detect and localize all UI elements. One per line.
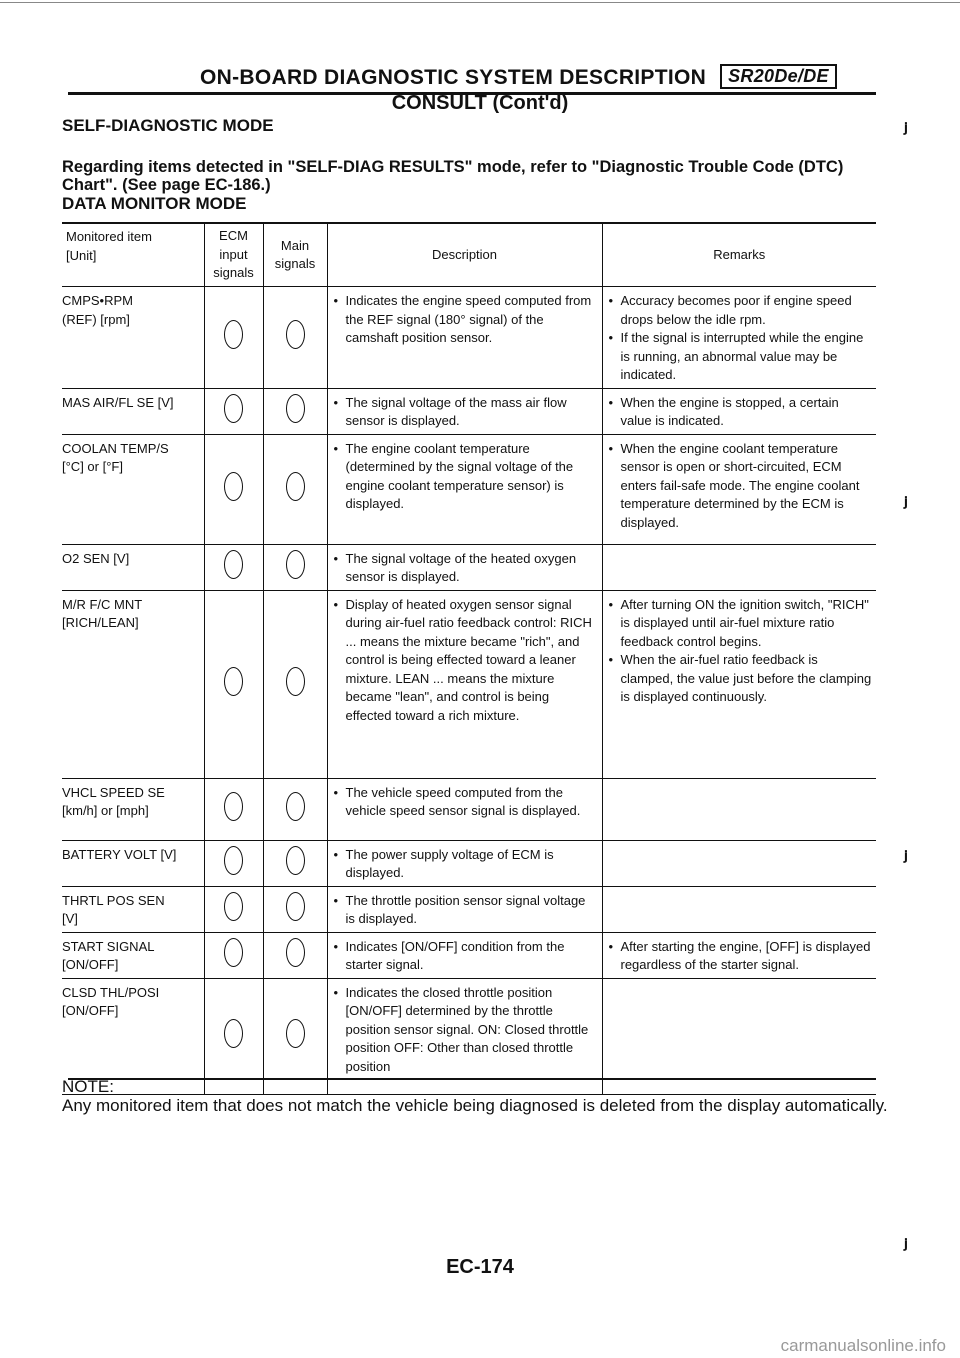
margin-tick-mark: ⱼ	[904, 1228, 908, 1253]
description-bullet: • Indicates [ON/OFF] condition from the starter signal.	[332, 938, 598, 975]
main-signal-cell	[263, 932, 327, 978]
description-bullet: • The signal voltage of the mass air flow sensor is displayed.	[332, 394, 598, 431]
table-header-row	[62, 223, 876, 287]
main-signal-cell	[263, 544, 327, 590]
ecm-input-cell	[204, 434, 263, 544]
remarks-cell	[602, 434, 876, 544]
ecm-input-cell	[204, 590, 263, 778]
monitored-item-cell	[62, 544, 204, 590]
main-signal-cell	[263, 287, 327, 389]
monitored-item-unit: [km/h] or [mph]	[62, 803, 149, 818]
monitored-item-unit: [V]	[62, 911, 78, 926]
monitored-item-name: THRTL POS SEN	[62, 892, 165, 908]
description-bullet: • The engine coolant temperature (determined by the signal voltage of the engine coolant temperature sensor) is displayed.	[332, 440, 598, 514]
table-bottom-rule	[68, 1078, 876, 1080]
monitored-item-name: BATTERY VOLT [V]	[62, 846, 177, 862]
monitored-item-name: START SIGNAL	[62, 938, 155, 954]
monitored-item-cell	[62, 287, 204, 389]
circle-mark-icon	[224, 320, 243, 349]
monitored-item-cell	[62, 778, 204, 840]
monitored-item-cell	[62, 886, 204, 932]
remarks-cell	[602, 388, 876, 434]
description-cell	[327, 840, 602, 886]
circle-mark-icon	[224, 1019, 243, 1048]
remarks-cell	[602, 978, 876, 1094]
remark-bullet: • When the engine is stopped, a certain value is indicated.	[607, 394, 873, 431]
remarks-cell	[602, 590, 876, 778]
circle-mark-icon	[286, 938, 305, 967]
circle-mark-icon	[224, 892, 243, 921]
data-monitor-table	[62, 222, 876, 1095]
main-signal-cell	[263, 388, 327, 434]
remark-bullet: • After turning ON the ignition switch, "RICH" is displayed until air-fuel mixture ratio feedback control begins.	[607, 596, 873, 652]
monitored-item-unit: [ON/OFF]	[62, 1003, 119, 1018]
monitored-item-unit: [RICH/LEAN]	[62, 615, 139, 630]
monitored-item-unit: [ON/OFF]	[62, 957, 119, 972]
data-monitor-heading: DATA MONITOR MODE	[62, 194, 247, 213]
monitored-item-cell	[62, 932, 204, 978]
col-main-signals: Main signals	[263, 223, 327, 287]
monitored-item-name: VHCL SPEED SE	[62, 784, 165, 800]
table-row	[62, 544, 876, 590]
circle-mark-icon	[224, 792, 243, 821]
note-label: NOTE:	[62, 1077, 114, 1096]
note-text: Any monitored item that does not match the vehicle being diagnosed is deleted from the display automatically.	[62, 1096, 888, 1115]
monitored-item-name: O2 SEN [V]	[62, 550, 130, 566]
self-diag-text: Regarding items detected in "SELF-DIAG RESULTS" mode, refer to "Diagnostic Trouble Code (DTC) Chart". (See page EC-186.)	[62, 158, 844, 194]
description-cell	[327, 932, 602, 978]
engine-badge: SR20De/DE	[720, 64, 837, 89]
description-bullet: • The signal voltage of the heated oxygen sensor is displayed.	[332, 550, 598, 587]
self-diag-heading: SELF-DIAGNOSTIC MODE	[62, 116, 274, 135]
description-cell	[327, 590, 602, 778]
monitored-item-name: M/R F/C MNT	[62, 596, 143, 612]
main-signal-cell	[263, 778, 327, 840]
monitored-item-unit: [°C] or [°F]	[62, 459, 123, 474]
remarks-cell	[602, 840, 876, 886]
monitored-item-name: CLSD THL/POSI	[62, 984, 160, 1000]
col-description: Description	[327, 223, 602, 287]
description-bullet: • Indicates the engine speed computed from the REF signal (180° signal) of the camshaft position sensor.	[332, 292, 598, 348]
monitored-item-cell	[62, 590, 204, 778]
circle-mark-icon	[224, 394, 243, 423]
monitored-item-cell	[62, 840, 204, 886]
description-bullet: • Indicates the closed throttle position [ON/OFF] determined by the throttle position sensor signal. ON: Closed throttle position OFF: Other than closed throttle position	[332, 984, 598, 1077]
table-row	[62, 590, 876, 778]
circle-mark-icon	[224, 846, 243, 875]
remark-bullet: • If the signal is interrupted while the engine is running, an abnormal value may be indicated.	[607, 329, 873, 385]
table-row	[62, 978, 876, 1094]
col-monitored-item: Monitored item [Unit]	[62, 223, 204, 287]
monitored-item-name: MAS AIR/FL SE [V]	[62, 394, 174, 410]
ecm-input-cell	[204, 840, 263, 886]
description-cell	[327, 544, 602, 590]
ecm-input-cell	[204, 978, 263, 1094]
monitored-item-cell	[62, 388, 204, 434]
remarks-cell	[602, 778, 876, 840]
circle-mark-icon	[286, 846, 305, 875]
remarks-cell	[602, 886, 876, 932]
circle-mark-icon	[286, 394, 305, 423]
circle-mark-icon	[286, 472, 305, 501]
circle-mark-icon	[224, 550, 243, 579]
ecm-input-cell	[204, 932, 263, 978]
remarks-cell	[602, 544, 876, 590]
page-subtitle: CONSULT (Cont'd)	[391, 92, 569, 114]
monitored-item-cell	[62, 434, 204, 544]
monitored-item-name: COOLAN TEMP/S	[62, 440, 169, 456]
top-edge-line	[0, 2, 960, 3]
remark-bullet: • When the air-fuel ratio feedback is clamped, the value just before the clamping is displayed continuously.	[607, 651, 873, 707]
table-row	[62, 434, 876, 544]
description-cell	[327, 778, 602, 840]
main-signal-cell	[263, 434, 327, 544]
monitored-item-name: CMPS•RPM	[62, 293, 133, 308]
table-row	[62, 287, 876, 389]
col-ecm-input: ECM input signals	[204, 223, 263, 287]
remark-bullet: • When the engine coolant temperature sensor is open or short-circuited, ECM enters fail-safe mode. The engine coolant temperature determined by the ECM is displayed.	[607, 440, 873, 533]
ecm-input-cell	[204, 388, 263, 434]
main-signal-cell	[263, 840, 327, 886]
col-remarks: Remarks	[602, 223, 876, 287]
table-row	[62, 840, 876, 886]
circle-mark-icon	[286, 550, 305, 579]
remarks-cell	[602, 932, 876, 978]
margin-tick-mark: ⱼ	[904, 840, 908, 865]
description-cell	[327, 434, 602, 544]
circle-mark-icon	[286, 320, 305, 349]
page-number: EC-174	[446, 1256, 514, 1278]
ecm-input-cell	[204, 287, 263, 389]
description-cell	[327, 978, 602, 1094]
main-signal-cell	[263, 590, 327, 778]
circle-mark-icon	[286, 667, 305, 696]
remarks-cell	[602, 287, 876, 389]
description-cell	[327, 886, 602, 932]
page-title: ON-BOARD DIAGNOSTIC SYSTEM DESCRIPTION SR20De/DE	[200, 64, 837, 90]
description-bullet: • The vehicle speed computed from the vehicle speed sensor signal is displayed.	[332, 784, 598, 821]
description-bullet: • Display of heated oxygen sensor signal during air-fuel ratio feedback control: RICH ... means the mixture became "rich", and control is being effected toward a leaner mixture. LEAN ... means the mixture became "lean", and control is being effected toward a rich mixture.	[332, 596, 598, 726]
monitored-item-unit: (REF) [rpm]	[62, 311, 130, 327]
description-cell	[327, 287, 602, 389]
table-row	[62, 388, 876, 434]
watermark: carmanualsonline.info	[780, 1336, 946, 1355]
circle-mark-icon	[224, 667, 243, 696]
table-row	[62, 932, 876, 978]
circle-mark-icon	[286, 892, 305, 921]
circle-mark-icon	[224, 472, 243, 501]
remark-bullet: • Accuracy becomes poor if engine speed drops below the idle rpm.	[607, 292, 873, 329]
table-row	[62, 886, 876, 932]
margin-tick-mark: ⱼ	[904, 486, 908, 511]
circle-mark-icon	[286, 792, 305, 821]
circle-mark-icon	[224, 938, 243, 967]
ecm-input-cell	[204, 544, 263, 590]
margin-tick-mark: ⱼ	[904, 112, 908, 137]
remark-bullet: • After starting the engine, [OFF] is displayed regardless of the starter signal.	[607, 938, 873, 975]
circle-mark-icon	[286, 1019, 305, 1048]
ecm-input-cell	[204, 886, 263, 932]
main-signal-cell	[263, 886, 327, 932]
table-row	[62, 778, 876, 840]
ecm-input-cell	[204, 778, 263, 840]
main-signal-cell	[263, 978, 327, 1094]
description-cell	[327, 388, 602, 434]
description-bullet: • The throttle position sensor signal voltage is displayed.	[332, 892, 598, 929]
description-bullet: • The power supply voltage of ECM is displayed.	[332, 846, 598, 883]
